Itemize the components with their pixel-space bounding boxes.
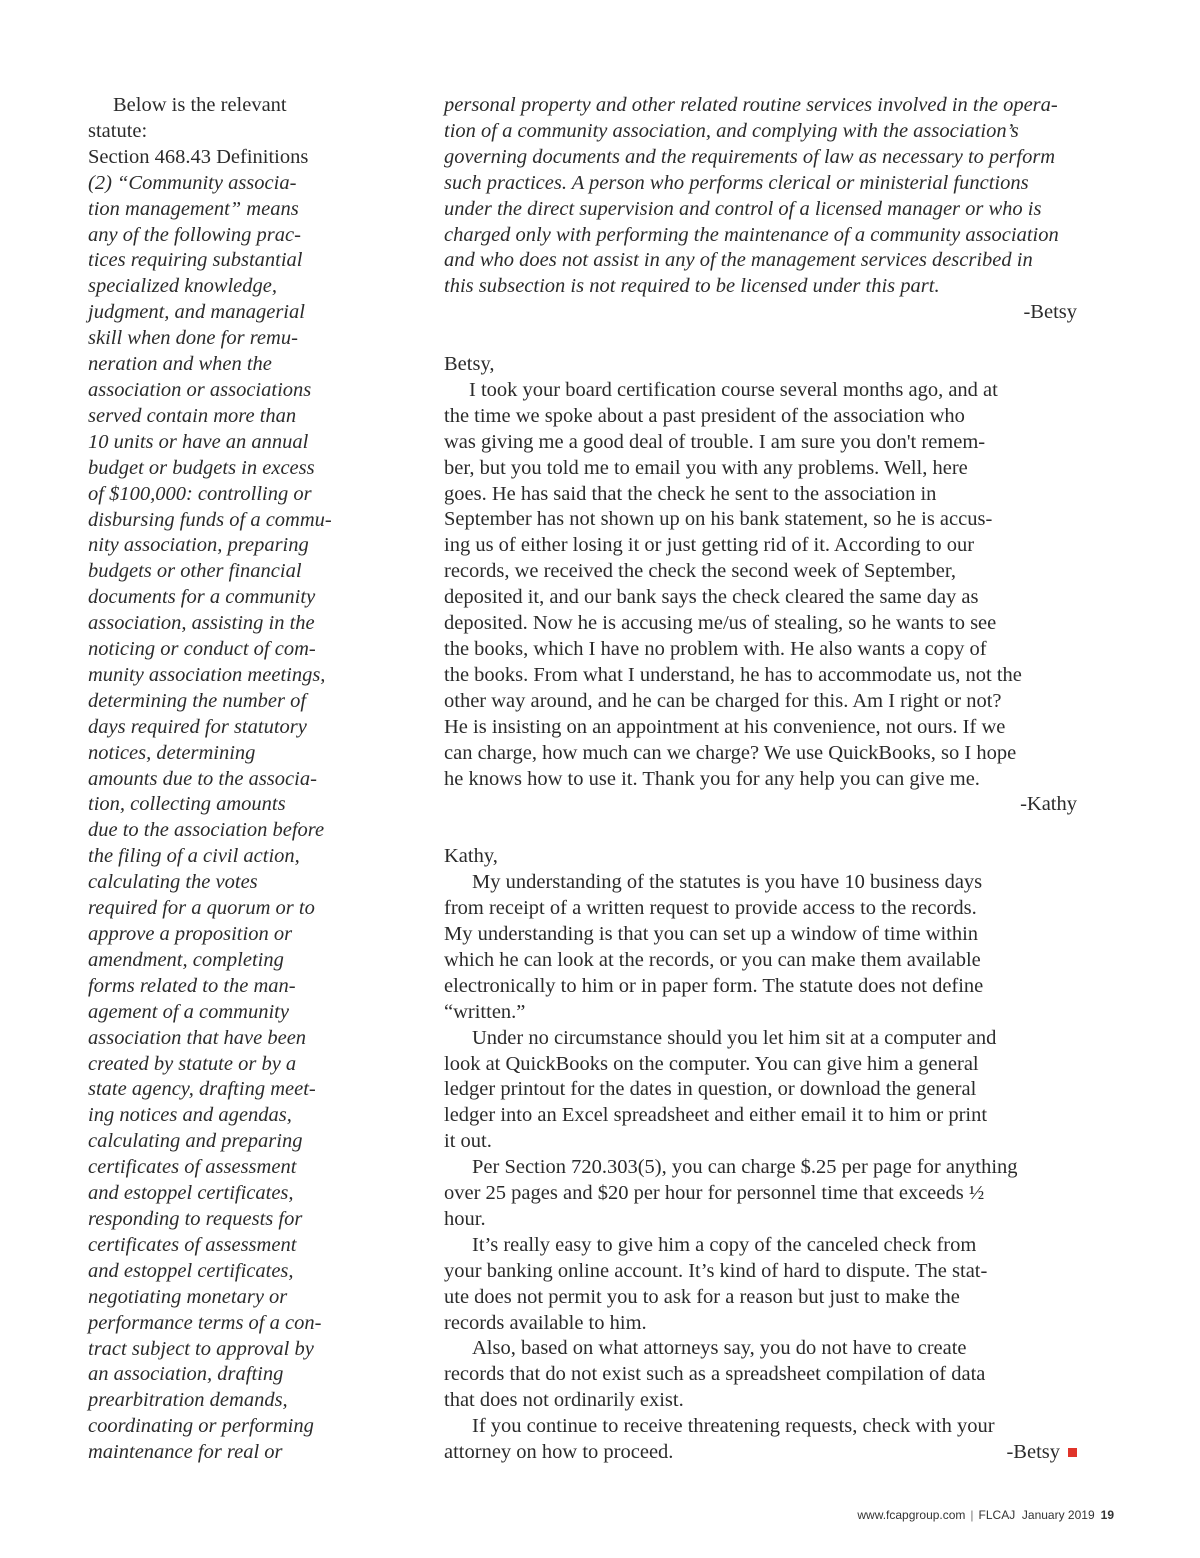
- statute-line: days required for statutory: [88, 715, 307, 738]
- reply-closing: [444, 1440, 1077, 1466]
- reply-line: ledger printout for the dates in question, or download the general: [444, 1078, 977, 1101]
- footer-publication: FLCAJ: [978, 1508, 1016, 1522]
- statute-line: an association, drafting: [88, 1363, 284, 1386]
- letter-line: the time we spoke about a past president of the association who: [444, 404, 965, 427]
- right-column: [444, 93, 1077, 1466]
- statute-line: disbursing funds of a commu-: [88, 508, 332, 531]
- reply-salutation: Kathy,: [444, 845, 498, 868]
- reply-line: ute does not permit you to ask for a reason but just to make the: [444, 1285, 960, 1308]
- statute-line: this subsection is not required to be licensed under this part.: [444, 275, 940, 298]
- statute-line: the filing of a civil action,: [88, 845, 300, 868]
- statute-line: tices requiring substantial: [88, 249, 303, 272]
- reply-paragraph: [444, 870, 1077, 1025]
- statute-line: maintenance for real or: [88, 1441, 283, 1464]
- letter-line: He is insisting on an appointment at his convenience, not ours. If we: [444, 715, 1006, 738]
- page-footer: www.fcapgroup.com | FLCAJ January 2019 19: [857, 1508, 1114, 1522]
- reply-line: My understanding is that you can set up a window of time within: [444, 922, 979, 945]
- letter-salutation: Betsy,: [444, 353, 495, 376]
- letter-line: the books. From what I understand, he has to accommodate us, not the: [444, 663, 1022, 686]
- letter-line: can charge, how much can we charge? We use QuickBooks, so I hope: [444, 741, 1017, 764]
- statute-line: 10 units or have an annual: [88, 430, 309, 453]
- statute-line: budgets or other financial: [88, 560, 302, 583]
- reply-line: Under no circumstance should you let him sit at a computer and: [472, 1026, 997, 1049]
- reply-line: look at QuickBooks on the computer. You can give him a general: [444, 1052, 979, 1075]
- statute-line: any of the following prac-: [88, 223, 301, 246]
- statute-line: amendment, completing: [88, 948, 284, 971]
- section-heading: Section 468.43 Definitions: [88, 145, 309, 168]
- statute-line: judgment, and managerial: [88, 301, 305, 324]
- reply-paragraph: [444, 1026, 1077, 1156]
- left-column: [88, 93, 332, 1466]
- statute-line: required for a quorum or to: [88, 897, 315, 920]
- reply-body: [444, 870, 1077, 1440]
- letter-line: deposited it, and our bank says the check cleared the same day as: [444, 586, 979, 609]
- statute-line: due to the association before: [88, 819, 325, 842]
- reply-line: ledger into an Excel spreadsheet and either email it to him or print: [444, 1104, 988, 1127]
- intro-line: Below is the relevant: [113, 94, 287, 116]
- statute-line: prearbitration demands,: [88, 1389, 288, 1412]
- statute-line: forms related to the man-: [88, 974, 296, 997]
- statute-line: (2) “Community associa-: [88, 171, 297, 194]
- statute-line: ing notices and agendas,: [88, 1104, 292, 1127]
- statute-line: association that have been: [88, 1026, 307, 1049]
- reply-signature-group: [1006, 1440, 1077, 1466]
- statute-signature: -Betsy: [1023, 301, 1077, 324]
- reply-line: records that do not exist such as a spreadsheet compilation of data: [444, 1363, 986, 1386]
- reply-line: Per Section 720.303(5), you can charge $.25 per page for anything: [472, 1156, 1018, 1179]
- statute-line: negotiating monetary or: [88, 1285, 288, 1308]
- statute-line: tion, collecting amounts: [88, 793, 286, 816]
- statute-line: association or associations: [88, 378, 312, 401]
- statute-line: served contain more than: [88, 404, 297, 427]
- statute-line: specialized knowledge,: [88, 275, 278, 298]
- statute-line: personal property and other related routine services involved in the opera-: [444, 94, 1058, 116]
- letter-line: September has not shown up on his bank statement, so he is accus-: [444, 508, 993, 531]
- reply-line: that does not ordinarily exist.: [444, 1389, 684, 1412]
- statute-line: budget or budgets in excess: [88, 456, 315, 479]
- statute-line: skill when done for remu-: [88, 327, 298, 350]
- reply-line: If you continue to receive threatening requests, check with your: [472, 1415, 995, 1438]
- letter-line: ing us of either losing it or just getting rid of it. According to our: [444, 534, 975, 557]
- letter-line: the books, which I have no problem with. He also wants a copy of: [444, 638, 987, 661]
- letter-line: ber, but you told me to email you with any problems. Well, here: [444, 456, 968, 479]
- footer-issue: January 2019: [1021, 1508, 1095, 1522]
- letter-line: I took your board certification course several months ago, and at: [469, 378, 998, 401]
- letter-line: was giving me a good deal of trouble. I am sure you don't remem-: [444, 430, 986, 453]
- statute-line: calculating and preparing: [88, 1130, 303, 1153]
- reply-line: It’s really easy to give him a copy of the canceled check from: [472, 1233, 977, 1256]
- statute-line: under the direct supervision and control of a licensed manager or who is: [444, 197, 1042, 220]
- statute-line: certificates of assessment: [88, 1156, 297, 1179]
- letter-line: goes. He has said that the check he sent to the association in: [444, 482, 937, 505]
- reply-paragraph: [444, 1336, 1077, 1414]
- statute-line: determining the number of: [88, 689, 307, 712]
- reply-signature: -Betsy: [1006, 1441, 1060, 1464]
- statute-line: and estoppel certificates,: [88, 1259, 294, 1282]
- reply-paragraph: [444, 1414, 1077, 1440]
- letter-line: deposited. Now he is accusing me/us of stealing, so he wants to see: [444, 612, 997, 635]
- reply-line: which he can look at the records, or you can make them available: [444, 948, 981, 971]
- reply-line: hour.: [444, 1207, 486, 1230]
- statute-line: created by statute or by a: [88, 1052, 297, 1075]
- reply-line: it out.: [444, 1130, 492, 1153]
- page-number: 19: [1100, 1508, 1114, 1522]
- reply-line: over 25 pages and $20 per hour for personnel time that exceeds ½: [444, 1182, 985, 1205]
- reply-paragraph: [444, 1233, 1077, 1337]
- statute-line: nity association, preparing: [88, 534, 309, 557]
- statute-line: approve a proposition or: [88, 923, 293, 945]
- statute-line: such practices. A person who performs clerical or ministerial functions: [444, 171, 1029, 194]
- reply-final-line: attorney on how to proceed.: [444, 1441, 674, 1464]
- statute-line: coordinating or performing: [88, 1415, 314, 1438]
- red-square-end-mark-icon: [1068, 1448, 1077, 1457]
- reply-line: your banking online account. It’s kind of hard to dispute. The stat-: [444, 1259, 988, 1282]
- reply-line: from receipt of a written request to provide access to the records.: [444, 897, 977, 920]
- statute-line: documents for a community: [88, 586, 316, 609]
- letter-line: records, we received the check the second week of September,: [444, 560, 957, 583]
- statute-line: association, assisting in the: [88, 612, 315, 635]
- statute-line: certificates of assessment: [88, 1233, 297, 1256]
- statute-line: and who does not assist in any of the management services described in: [444, 249, 1033, 272]
- letter-body: [444, 378, 1077, 793]
- statute-line: charged only with performing the maintenance of a community association: [444, 223, 1059, 246]
- statute-line: tion management” means: [88, 197, 299, 220]
- reply-line: Also, based on what attorneys say, you do not have to create: [472, 1337, 967, 1360]
- reply-paragraph: [444, 1155, 1077, 1233]
- statute-line: responding to requests for: [88, 1207, 303, 1230]
- reply-line: My understanding of the statutes is you have 10 business days: [472, 871, 983, 894]
- statute-line: calculating the votes: [88, 871, 258, 894]
- statute-line: performance terms of a con-: [88, 1311, 322, 1334]
- statute-line: state agency, drafting meet-: [88, 1078, 316, 1101]
- statute-line: noticing or conduct of com-: [88, 638, 316, 661]
- statute-continued: [444, 93, 1077, 300]
- statute-line: tion of a community association, and complying with the association’s: [444, 119, 1019, 142]
- statute-line: governing documents and the requirements of law as necessary to perform: [444, 145, 1056, 168]
- letter-signature: -Kathy: [1020, 793, 1077, 816]
- statute-line: neration and when the: [88, 353, 272, 376]
- statute-line: notices, determining: [88, 741, 256, 764]
- reply-line: “written.”: [444, 1000, 526, 1023]
- reply-line: records available to him.: [444, 1311, 647, 1334]
- letter-line: other way around, and he can be charged for this. Am I right or not?: [444, 689, 1002, 712]
- statute-line: tract subject to approval by: [88, 1337, 314, 1360]
- letter-line: he knows how to use it. Thank you for any help you can give me.: [444, 767, 980, 790]
- statute-line: agement of a community: [88, 1000, 289, 1023]
- footer-website[interactable]: www.fcapgroup.com: [857, 1508, 966, 1522]
- statute-line: amounts due to the associa-: [88, 767, 317, 790]
- intro-line: statute:: [88, 119, 148, 142]
- statute-line: munity association meetings,: [88, 663, 326, 686]
- statute-line: and estoppel certificates,: [88, 1182, 294, 1205]
- statute-text: [88, 171, 332, 1466]
- reply-line: electronically to him or in paper form. The statute does not define: [444, 974, 984, 997]
- statute-line: of $100,000: controlling or: [88, 482, 312, 505]
